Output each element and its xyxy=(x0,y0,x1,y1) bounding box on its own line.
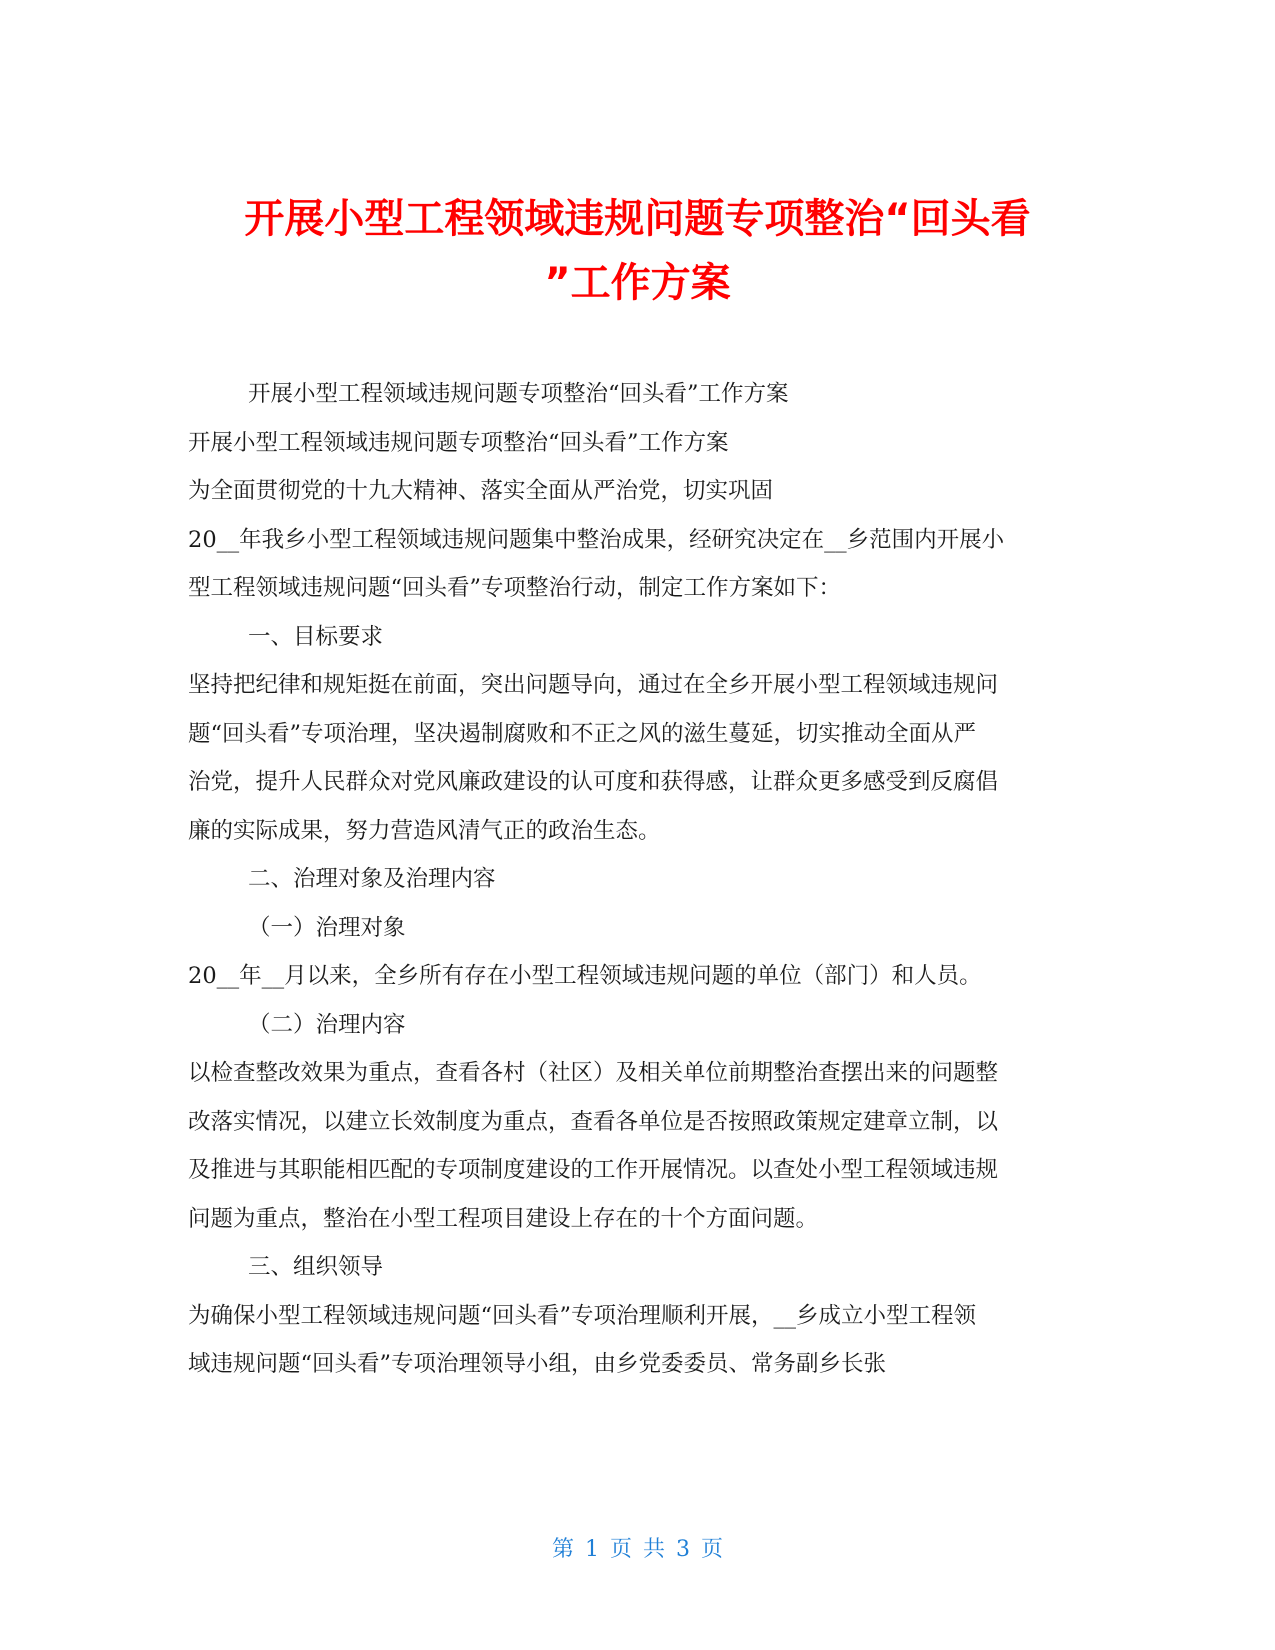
document-body xyxy=(188,370,1088,1389)
body-line: 题“回头看”专项治理，坚决遏制腐败和不正之风的滋生蔓延，切实推动全面从严 xyxy=(188,720,977,747)
body-line: 及推进与其职能相匹配的专项制度建设的工作开展情况。以查处小型工程领域违规 xyxy=(188,1157,999,1183)
body-line: 开展小型工程领域违规问题专项整治“回头看”工作方案 xyxy=(248,381,789,407)
body-line: 问题为重点，整治在小型工程项目建设上存在的十个方面问题。 xyxy=(188,1205,819,1232)
body-line: 开展小型工程领域违规问题专项整治“回头看”工作方案 xyxy=(188,429,729,456)
section-heading: 二、治理对象及治理内容 xyxy=(248,866,496,892)
body-line: 廉的实际成果，努力营造风清气正的政治生态。 xyxy=(188,817,661,844)
body-line: 以检查整改效果为重点，查看各村（社区）及相关单位前期整治查摆出来的问题整 xyxy=(188,1060,999,1086)
subsection-heading: （二）治理内容 xyxy=(248,1011,406,1038)
body-line: 改落实情况，以建立长效制度为重点，查看各单位是否按照政策规定建章立制，以 xyxy=(188,1108,999,1135)
body-line: 域违规问题“回头看”专项治理领导小组，由乡党委委员、常务副乡长张 xyxy=(188,1351,887,1377)
body-line: 20__年__月以来，全乡所有存在小型工程领域违规问题的单位（部门）和人员。 xyxy=(188,963,982,989)
body-line: 治党，提升人民群众对党风廉政建设的认可度和获得感，让群众更多感受到反腐倡 xyxy=(188,769,999,795)
title-line-2: ”工作方案 xyxy=(544,259,731,306)
body-line: 20__年我乡小型工程领域违规问题集中整治成果，经研究决定在__乡范围内开展小 xyxy=(188,526,1005,553)
subsection-heading: （一）治理对象 xyxy=(248,914,406,941)
section-heading: 三、组织领导 xyxy=(248,1254,384,1280)
body-line: 为确保小型工程领域违规问题“回头看”专项治理顺利开展，__乡成立小型工程领 xyxy=(188,1302,977,1329)
section-heading: 一、目标要求 xyxy=(248,623,384,650)
body-line: 型工程领域违规问题“回头看”专项整治行动，制定工作方案如下： xyxy=(188,575,842,601)
page-number-footer: 第 1 页 共 3 页 xyxy=(552,1537,723,1562)
body-line: 坚持把纪律和规矩挺在前面，突出问题导向，通过在全乡开展小型工程领域违规问 xyxy=(188,672,999,698)
body-line: 为全面贯彻党的十九大精神、落实全面从严治党，切实巩固 xyxy=(188,478,774,504)
title-line-1: 开展小型工程领域违规问题专项整治“回头看 xyxy=(244,195,1031,242)
document-title xyxy=(180,187,1095,315)
